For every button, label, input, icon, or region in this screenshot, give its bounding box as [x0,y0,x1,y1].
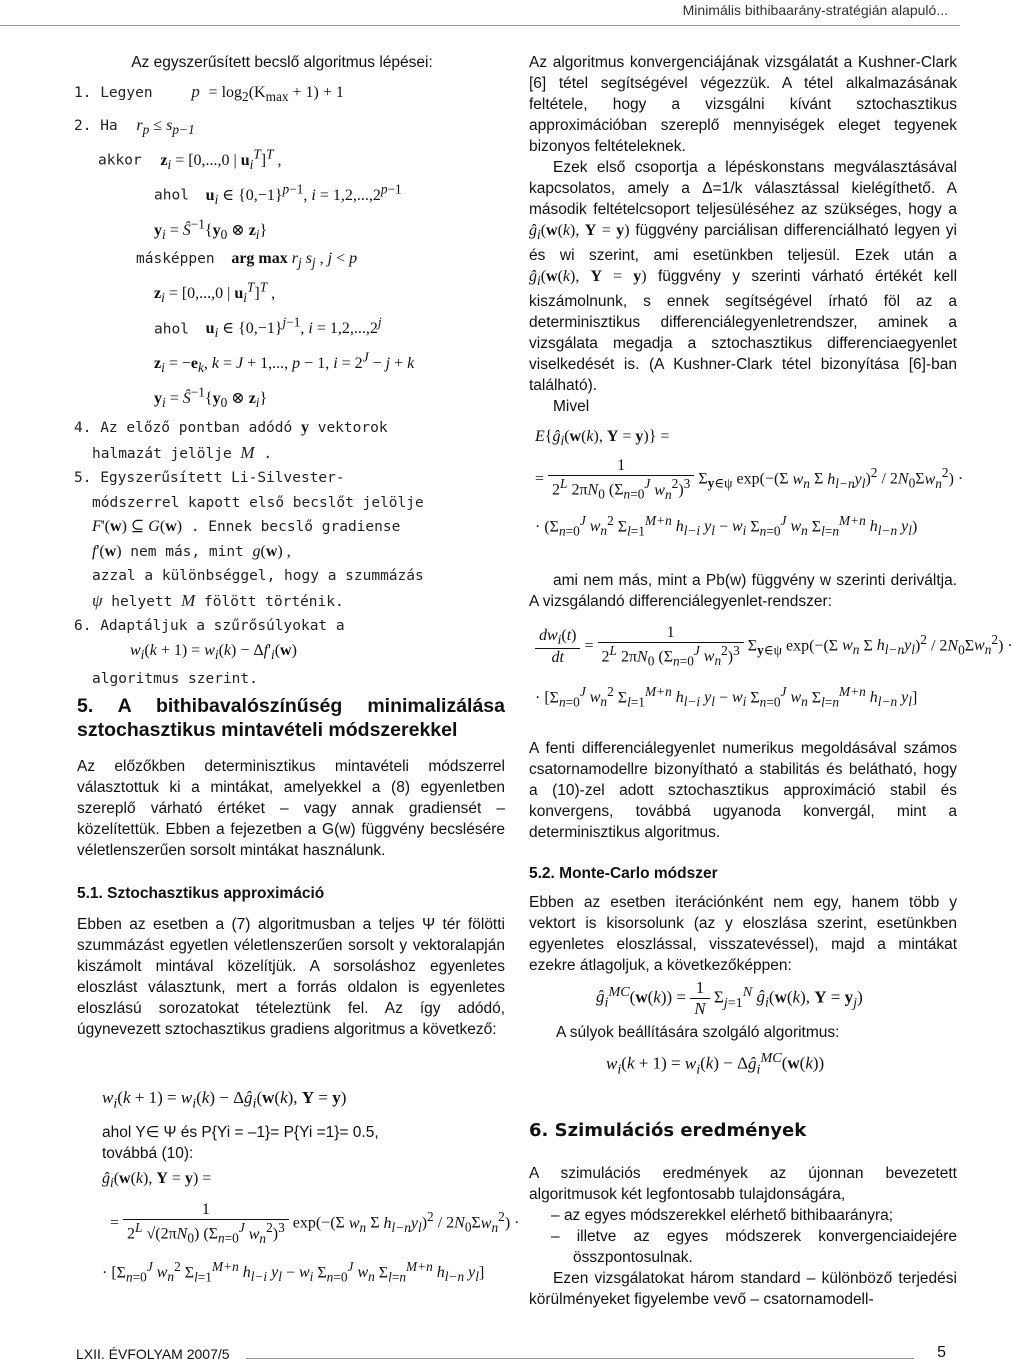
equation-mc-update: $w_i(k + 1) = w_i(k)$ − $\Delta ĝ_i^{MC}(w(k))$ [606,1050,825,1078]
section-6-title: 6. Szimulációs eredmények [529,1120,807,1141]
list-item: – az egyes módszerekkel elérhető bithibaarányra; [551,1207,894,1224]
right-column-middle [529,738,957,976]
algo-step-4b: halmazát jelölje M . [92,442,273,462]
section-52-title: 5.2. Monte-Carlo módszer [529,865,718,882]
algo-step-5c: F'(w) ⊆ G(w) . Ennek becslő gradiense [92,518,401,536]
algo-step-5d: f'(w) nem más, mint g(w) , [92,542,291,560]
algo-z-3: $z_i = -e_k$, k = J + 1,..., p − 1, $i = 2^J - j + k$ [154,350,415,376]
algorithm-block [72,52,462,73]
section-51-paragraph: Ebben az esetben a (7) algoritmusban a teljes Ψ tér fölötti szummázást egyetlen véletlenszerűen sorsolt y vektoralapján kiszámolt mintával közelítjük. A sorsoláshoz egyenletes eloszlást választunk, mert a forrás oldalon is egyenletes eloszlású sorozatokat tételeztünk fel. Az így adódó, úgynevezett sztochasztikus gradiens algoritmus a következő: [77,916,505,1038]
algo-step-5b: módszerrel kapott első becslőt jelölje [92,494,424,511]
header-rule [0,25,960,26]
section-5-title: 5. A bithibavalószínűség minimalizálása sztochasztikus mintavételi módszerekkel [77,695,505,741]
algo-step-6: 6. Adaptáljuk a szűrősúlyokat a [74,618,345,635]
section-6 [529,1120,957,1310]
ahol-line: ahol Y∈ Ψ és P{Yi = –1}= P{Yi =1}= 0.5, továbbá (10): [102,1124,379,1162]
equation-10: $ĝ_i(w(k)$, Y = y) = = $\frac{1}{2^L √(2\pi N_0) (\Sigma_{n=0}^J w_n^2)^3}$ exp(−(Σ $w_n$ Σ $h_{l-n}y_l)^2 / 2N_0\Sigma w_n^2$) · · [$\Sigma_{n=0}^J$ $w_n^2$ $\Sigma_{l=1}^{M+n}$ $h_{l-i}$ $y_l - w_i$ $\Sigma_{n=0}^J$ $w_n$ $\Sigma_{l=n}^{M+n}$ $h_{l-n}$ $y_l$] [102,1170,520,1285]
algo-akkor: akkor $z_i = [0,...,0$ | $u_i^T]^T$ , [98,146,282,172]
algo-ahol-1: ahol $u_i$ ∈ $\{0,-1\}^{p-1}$, $i = 1,2,...,2^{p-1}$ [154,181,402,207]
equation-monte-carlo: $ĝ_i^{MC}(w(k))$ = $\frac{1}{N}$ $\Sigma_{j=1}^N$ $ĝ_i(w(k)$, $Y = y_j$) [596,978,863,1018]
conditions-paragraph: Ezek első csoportja a lépéskonstans megválasztásával kapcsolatos, amely a Δ=1/k választással kielégíthető. A második feltételcsoport teljesüléséhez az szükséges, hogy a $ĝ_i(w(k)$, Y = y) függvény parciálisan differenciálható legyen yi és wi szerint, ami esetünkben teljesül. Ezek után a $ĝ_i(w(k)$, Y = y) függvény y szerinti várható értékét kell kiszámolnunk, s ennek segítségével írható föl az a determinisztikus differenciálegyenletrendszer, aminek a vizsgálata megadja a sztochasztikus differenciaegyenlet viselkedését is. (A Kushner-Clark tétel bizonyítása [6]-ban található). [529,159,958,395]
algo-step-6c: algoritmus szerint. [92,671,258,688]
footer-rule [246,1358,914,1359]
algo-ahol-2: ahol $u_i$ ∈ $\{0,-1\}^{j-1}$, $i = 1,2,...,2^j$ [154,315,382,341]
kushner-clark-paragraph: Az algoritmus konvergenciájának vizsgálatát a Kushner-Clark [6] tétel segítségével végezzük. A tétel alkalmazásának feltétele, hogy a vizsgálni kívánt sztochasztikus approximációban szereplő mennyiségek eleget tegyenek bizonyos feltételeknek. [529,54,957,155]
algo-maskeppen: másképpen arg $\max r_j$ $s_j$ , j < p [136,250,358,271]
algo-step-2: 2. Ha $r_p \le s_{p-1}$ [74,116,195,137]
journal-footer: LXII. ÉVFOLYAM 2007/5 [76,1346,230,1362]
algo-step-5f: ψ helyett M fölött történik. [92,590,344,610]
mivel-word: Mivel [553,398,590,416]
section-6-paragraph: A szimulációs eredmények az újonnan bevezetett algoritmusok két legfontosabb tulajdonságára, [529,1165,957,1203]
algo-step-5e: azzal a különbséggel, hogy a szummázás [92,568,424,585]
algo-step-4: 4. Az előző pontban adódó y vektorok [74,419,388,437]
section-6-paragraph-2: Ezen vizsgálatokat három standard – különböző terjedési körülményeket figyelembe vevő – csatornamodell- [529,1270,957,1308]
derivative-paragraph: ami nem más, mint a Pb(w) függvény w szerinti deriváltja. A vizsgálandó differenciálegyenlet-rendszer: [529,572,957,610]
algorithm-steps [74,80,474,692]
section-6-bullets [529,1205,957,1268]
section-5-paragraph: Az előzőkben determinisztikus mintavételi módszerrel választottuk ki a mintákat, amelyekkel a (8) egyenletben szereplő várható értéket – vagy annak gradiensét – közelítettük. Ebben a fejezetben a G(w) függvény becslésére véletlenszerűen sorsolt mintákat használunk. [77,758,505,859]
section-52-paragraph: Ebben az esetben iterációnként nem egy, hanem több y vektort is kisorsolunk (az y eloszlása szerint, esetünkben egyenletes eloszlással, visszatevéssel), majd a mintákat ezekre átlagoljuk, a következőképpen: [529,894,957,974]
equation-expectation: $E\{ĝ_i(w(k)$, Y = y)} = = $\frac{1}{2^L 2\pi N_0 (\Sigma_{n=0}^J w_n^2)^3}$ $\Sigma_{y\in\psi}$ exp(−(Σ $w_n$ Σ $h_{l-n}y_l)^2 / 2N_0\Sigma w_n^2$) · · ($\Sigma_{n=0}^J$ $w_n^2$ $\Sigma_{l=1}^{M+n}$ $h_{l-i}$ $y_l - w_i$ $\Sigma_{n=0}^J$ $w_n$ $\Sigma_{l=n}^{M+n}$ $h_{l-n}$ $y_l$) [535,428,964,539]
equation-stochastic-gradient: $w_i(k + 1) = w_i(k)$ − $\Delta ĝ_i(w(k)$, Y = y) [102,1088,347,1112]
algo-z-2: $z_i = [0,...,0$ | $u_i^T]^T$ , [154,280,276,306]
numeric-solution-paragraph: A fenti differenciálegyenlet numerikus megoldásával számos csatornamodellre bizonyítható a stabilitás és belátható, hogy a (10)-zel adott sztochasztikus approximáció stabil és konvergens, továbbá ugyanoda konvergál, mint a determinisztikus algoritmus. [529,740,957,841]
section-51-title: 5.1. Sztochasztikus approximáció [77,885,325,902]
page-number: 5 [937,1344,946,1361]
algo-title: Az egyszerűsített becslő algoritmus lépései: [131,54,433,71]
algo-step-6b: $w_i(k + 1) = w_i(k) - \Delta f'_i(w)$ [130,641,297,662]
equation-ode: $\frac{dw_i(t)}{dt}$ = $\frac{1}{2^L 2\pi N_0 (\Sigma_{n=0}^J w_n^2)^3}$ $\Sigma_{y\in\psi}$ exp(−(Σ $w_n$ Σ $h_{l-n}y_l)^2 / 2N_0\Sigma w_n^2$) · · [$\Sigma_{n=0}^J$ $w_n^2$ $\Sigma_{l=1}^{M+n}$ $h_{l-i}$ $y_l - w_i$ $\Sigma_{n=0}^J$ $w_n$ $\Sigma_{l=n}^{M+n}$ $h_{l-n}$ $y_l$] [535,624,1013,710]
algo-step-1: 1. Legyen $p = \log_2(K_{max} + 1) + 1$ [74,82,344,105]
algo-step-5: 5. Egyszerűsített Li-Silvester- [74,470,345,487]
right-column-top [529,52,957,417]
weights-label: A súlyok beállítására szolgáló algoritmus: [556,1024,840,1041]
section-5 [77,694,505,1040]
list-item: – illetve az egyes módszerek konvergenciaidejére összpontosulnak. [551,1228,957,1266]
algo-y-2: $y_i$ = $Ŝ^{-1}\{y_0$ ⊗ $z_i$} [154,385,268,411]
running-header: Minimális bithibaarány-stratégián alapuló... [682,2,948,18]
algo-y-1: $y_i$ = $Ŝ^{-1}\{y_0$ ⊗ $z_i$} [154,216,268,242]
